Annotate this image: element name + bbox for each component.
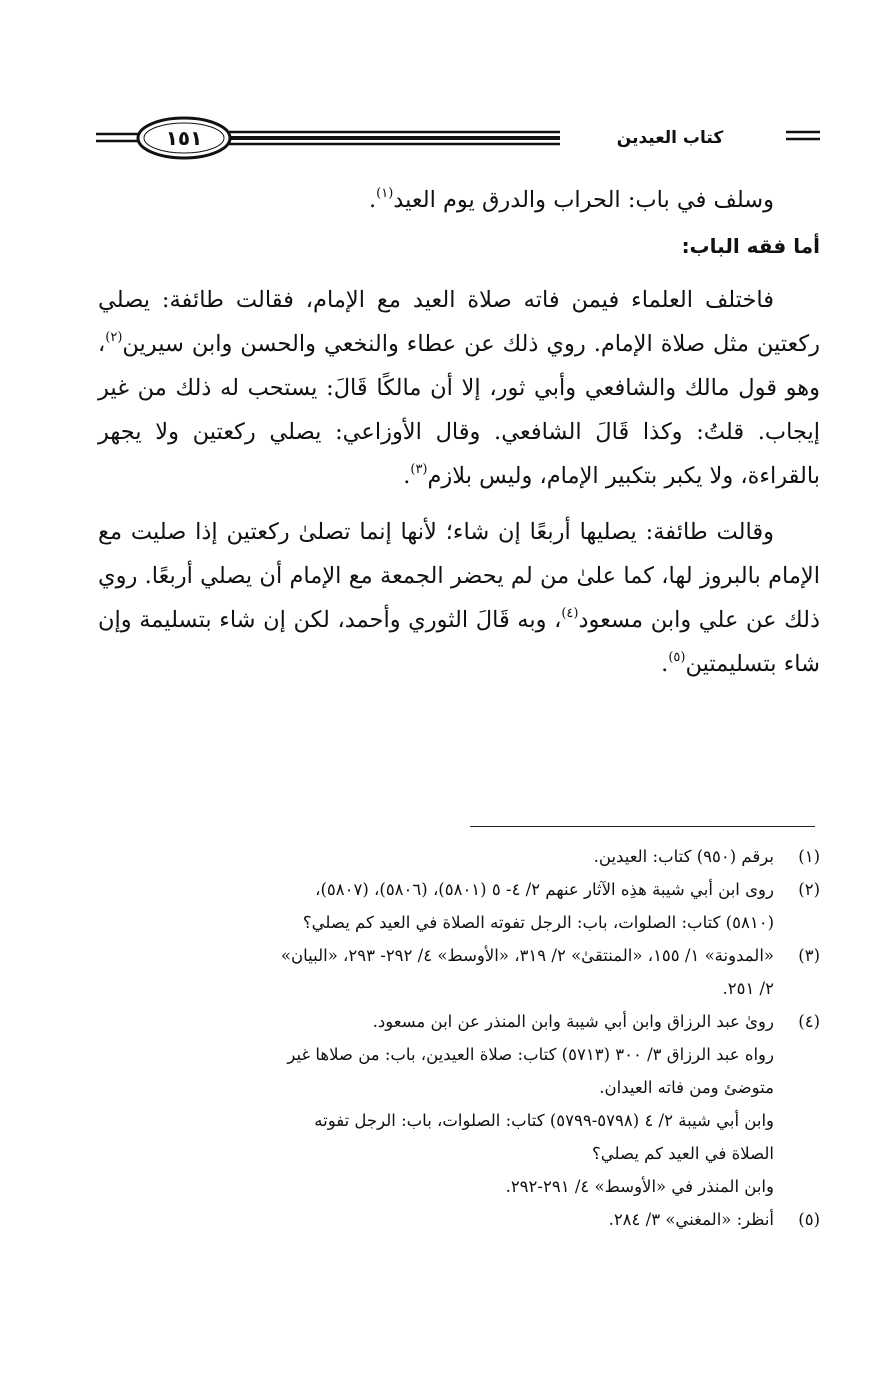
footnote-1 [98,840,820,873]
page-number: ١٥١ [165,126,203,150]
paragraph-3b-text: ، وبه قَالَ الثوري وأحمد، لكن إن شاء بتسليمة وإن شاء بتسليمتين [98,607,820,677]
paragraph-2-end: . [403,463,411,489]
footnote-line: «المدونة» ١/ ١٥٥، «المنتقىٰ» ٢/ ٣١٩، «الأوسط» ٤/ ٢٩٢- ٢٩٣، «البيان» [280,946,774,965]
footnote-ref-5: (٥) [668,650,686,665]
footnote-line: وابن أبي شيبة ٢/ ٤ (٥٧٩٨-٥٧٩٩) كتاب: الصلوات، باب: الرجل تفوته [314,1111,774,1130]
section-heading: أما فقه الباب: [681,234,820,258]
footnote-line: أنظر: «المغني» ٣/ ٢٨٤. [608,1210,774,1229]
footnote-line: رویٰ عبد الرزاق وابن أبي شيبة وابن المنذر عن ابن مسعود. [372,1012,774,1031]
footnote-line: روى ابن أبي شيبة هذِه الآثار عنهم ٢/ ٤- ٥ (٥٨٠١)، (٥٨٠٦)، (٥٨٠٧)، [315,880,774,899]
footnote-ref-2: (٢) [105,330,123,345]
footnote-line: الصلاة في العيد كم يصلي؟ [592,1144,774,1163]
footnote-separator [470,826,815,827]
paragraph-2a-text: فاختلف العلماء فيمن فاته صلاة العيد مع الإمام، فقالت طائفة: يصلي ركعتين مثل صلاة الإمام. روي ذلك عن عطاء والنخعي والحسن وابن سيرين [98,287,820,357]
main-text [98,178,820,686]
footnote-number: (٥) [798,1210,820,1229]
footnote-line: ٢/ ٢٥١. [722,979,774,998]
footnote-number: (٢) [798,880,820,899]
paragraph-3-end: . [661,651,669,677]
footnote-3 [98,939,820,1005]
footnote-2 [98,873,820,939]
paragraph-3 [98,510,820,686]
footnote-line: رواه عبد الرزاق ٣/ ٣٠٠ (٥٧١٣) كتاب: صلاة العيدين، باب: من صلاها غير [287,1045,774,1064]
footnote-number: (٤) [798,1012,820,1031]
paragraph-3a-text: وقالت طائفة: يصليها أربعًا إن شاء؛ لأنها إنما تصلىٰ ركعتين إذا صليت مع الإمام بالبروز لها، كما علىٰ من لم يحضر الجمعة مع الإمام أن يصلي أربعًا. روي ذلك عن علي وابن مسعود [98,519,820,633]
footnotes [98,840,820,1236]
footnote-5 [98,1203,820,1236]
paragraph-1 [98,178,820,222]
running-title: كتاب العيدين [560,120,780,156]
paragraph-2 [98,278,820,498]
footnote-4 [98,1005,820,1203]
footnote-ref-3: (٣) [410,462,428,477]
footnote-line: متوضئ ومن فاته العيدان. [599,1078,774,1097]
footnote-ref-1: (١) [376,186,394,201]
footnote-line: وابن المنذر في «الأوسط» ٤/ ٢٩١-٢٩٢. [505,1177,774,1196]
footnote-number: (٣) [798,946,820,965]
footnote-line: برقم (٩٥٠) كتاب: العيدين. [593,847,774,866]
footnote-line: (٥٨١٠) كتاب: الصلوات، باب: الرجل تفوته الصلاة في العيد كم يصلي؟ [302,913,774,932]
paragraph-1-text: وسلف في باب: الحراب والدرق يوم العيد [393,187,774,213]
footnote-ref-4: (٤) [561,606,579,621]
footnote-number: (١) [798,847,820,866]
paragraph-1-end: . [368,187,377,213]
paragraph-2b-text: ، وهو قول مالك والشافعي وأبي ثور، إلا أن مالكًا قَالَ: يستحب له ذلك من غير إيجاب. قلتُ: وكذا قَالَ الشافعي. وقال الأوزاعي: يصلي ركعتين ولا يجهر بالقراءة، ولا يكبر بتكبير الإمام، وليس بلازم [98,331,820,489]
page-header [96,112,820,164]
